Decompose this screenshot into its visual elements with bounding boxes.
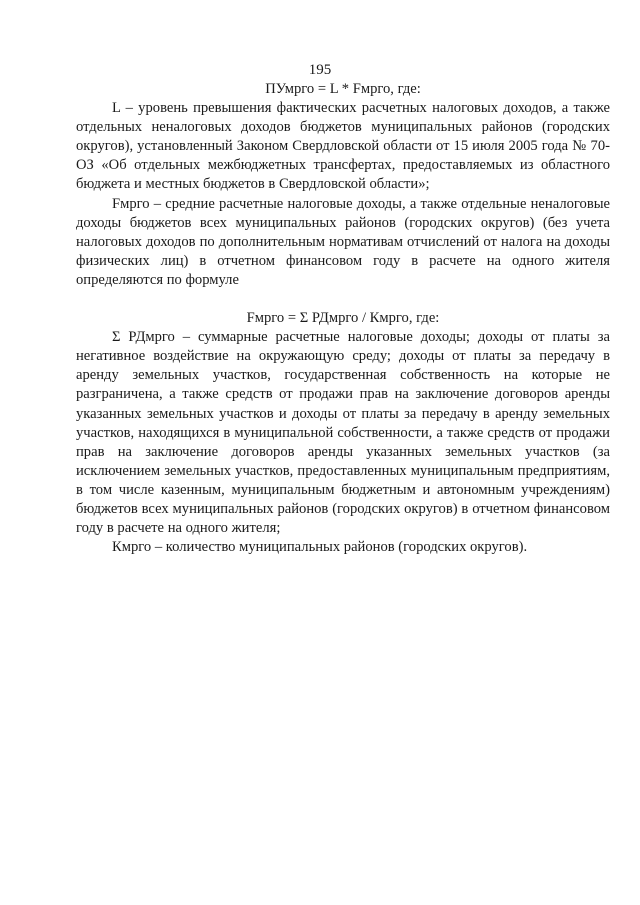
page-number: 195 (308, 62, 332, 78)
document-body (76, 80, 610, 557)
formula-pumrgo: ПУмрго = L * Fмрго, где: (265, 81, 421, 97)
paragraph-k-definition: Кмрго – количество муниципальных районов (городских округов). (112, 539, 528, 556)
paragraph-f-definition: Fмрго – средние расчетные налоговые доходы, а также отдельные неналоговые доходы бюджетов всех муниципальных районов (городских округов) (без учета налоговых доходов по дополнительным нормативам отчислений от налога на доходы физических лиц) в отчетном финансовом году в расчете на одного жителя определяются по формуле (76, 195, 610, 288)
formula-fmrgo: Fмрго = Σ РДмрго / Кмрго, где: (246, 310, 440, 327)
paragraph-sum-rd-definition: Σ РДмрго – суммарные расчетные налоговые доходы; доходы от платы за негативное воздействие на окружающую среду; доходы от платы за передачу в аренду земельных участков, государственная собственность на которые не разграничена, а также средств от продажи прав на заключение договоров аренды указанных земельных участков и доходы от платы за передачу в аренду земельных участков, находящихся в муниципальной собственности, а также средств от продажи прав на заключение договоров аренды указанных земельных участков (за исключением земельных участков, предоставленных муниципальным предприятиям, в том числе казенным, муниципальным бюджетным и автономным учреждениям) бюджетов всех муниципальных районов (городских округов) в отчетном финансовом году в расчете на одного жителя; (76, 329, 610, 537)
blank-line (76, 290, 610, 309)
paragraph-l-definition: L – уровень превышения фактических расчетных налоговых доходов, а также отдельных неналоговых доходов бюджетов муниципальных районов (городских округов), установленный Законом Свердловской области от 15 июля 2005 года № 70-ОЗ «Об отдельных межбюджетных трансфертах, предоставляемых из областного бюджета и местных бюджетов в Свердловской области»; (76, 100, 610, 193)
